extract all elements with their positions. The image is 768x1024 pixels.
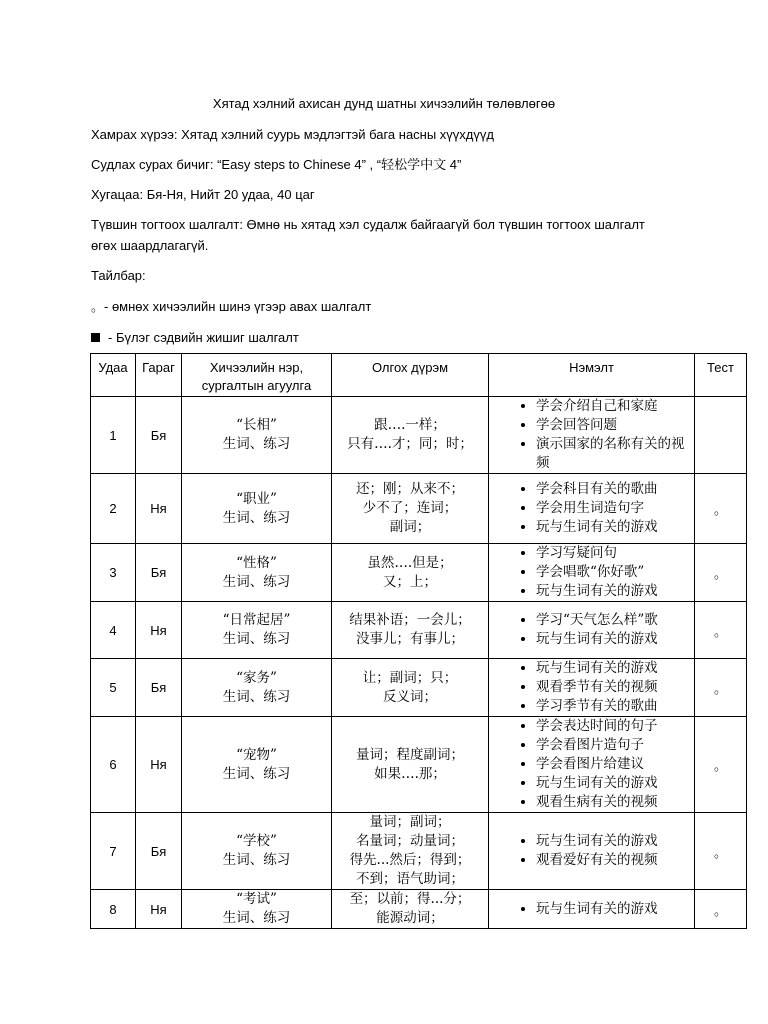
cell-note (489, 544, 695, 602)
lesson-line: “学校” (236, 833, 277, 849)
cell-test: 。 (695, 890, 747, 929)
cell-test: 。 (695, 717, 747, 813)
note-item: • 学习季节有关的歌曲 (536, 697, 694, 716)
cell-udaa: 8 (91, 890, 136, 929)
cell-udaa: 7 (91, 813, 136, 890)
cell-lesson (182, 813, 332, 890)
cell-rule (332, 813, 489, 890)
cell-lesson (182, 474, 332, 544)
cell-lesson (182, 717, 332, 813)
table-row (91, 474, 747, 544)
note-item: • 玩与生词有关的游戏 (536, 900, 694, 919)
placement-line-1: Түвшин тогтоох шалгалт: Өмнө нь хятад хэл судалж байгаагүй бол түвшин тогтоох шалгалт (91, 217, 645, 232)
rule-line: 副词； (389, 519, 431, 535)
lesson-line: 生词、练习 (222, 765, 291, 782)
cell-udaa: 1 (91, 397, 136, 474)
note-item: • 学习写疑问句 (536, 544, 694, 563)
rule-line: 名量词；动量词； (356, 833, 464, 849)
document-title: Хятад хэлний ахисан дунд шатны хичээлийн төлөвлөгөө (212, 96, 556, 111)
note-heading: Тайлбар: (91, 268, 146, 283)
note-item: • 学会唱歌“你好歌” (536, 563, 694, 582)
table-row (91, 544, 747, 602)
note-item: • 玩与生词有关的游戏 (536, 582, 694, 601)
note-item: • 学会表达时间的句子 (536, 717, 694, 736)
cell-test: 。 (695, 602, 747, 659)
note-item: • 玩与生词有关的游戏 (536, 832, 694, 851)
cell-test: 。 (695, 474, 747, 544)
note-list (489, 717, 694, 812)
lesson-line: 生词、练习 (222, 910, 291, 926)
placement-line-2: өгөх шаардлагагүй. (91, 238, 209, 253)
cell-test: 。 (695, 659, 747, 717)
note-item: • 玩与生词有关的游戏 (536, 518, 694, 537)
note-item: • 学会科目有关的歌曲 (536, 480, 694, 499)
legend-quiz: 。- өмнөх хичээлийн шинэ үгээр авах шалгалт (91, 299, 372, 314)
cell-test (695, 397, 747, 474)
note-list (489, 659, 694, 716)
cell-note (489, 890, 695, 929)
cell-garag: Бя (136, 397, 182, 474)
cell-udaa: 6 (91, 717, 136, 813)
note-item: • 学会用生词造句字 (536, 499, 694, 518)
cell-lesson (182, 397, 332, 474)
table-header-row (91, 354, 747, 397)
header-rule: Олгох дүрэм (332, 354, 489, 397)
rule-line: 结果补语；一会儿； (349, 612, 471, 628)
cell-garag: Ня (136, 602, 182, 659)
rule-line: 量词；程度副词； (356, 746, 464, 763)
note-list (489, 611, 694, 649)
rule-line: 让；副词；只； (362, 669, 458, 686)
table-row (91, 890, 747, 929)
cell-note (489, 474, 695, 544)
note-item: • 学会介绍自己和家庭 (536, 397, 694, 416)
cell-udaa: 5 (91, 659, 136, 717)
note-list (489, 397, 694, 473)
header-lesson-line-2: сургалтын агуулга (201, 378, 312, 393)
note-item: • 观看季节有关的视频 (536, 678, 694, 697)
rule-line: 只有….才；同；时； (347, 436, 473, 452)
cell-garag: Ня (136, 717, 182, 813)
rule-line: 还；刚；从来不； (356, 481, 464, 497)
lesson-line: “职业” (236, 490, 277, 507)
cell-udaa: 4 (91, 602, 136, 659)
cell-garag: Бя (136, 659, 182, 717)
table-row (91, 397, 747, 474)
cell-rule (332, 659, 489, 717)
table-row (91, 602, 747, 659)
rule-line: 反义词； (383, 688, 437, 705)
note-item: • 观看爱好有关的视频 (536, 851, 694, 870)
cell-rule (332, 544, 489, 602)
cell-udaa: 3 (91, 544, 136, 602)
note-list (489, 544, 694, 601)
cell-rule (332, 890, 489, 929)
cell-test: 。 (695, 544, 747, 602)
note-list (489, 480, 694, 537)
lesson-line: 生词、练习 (222, 573, 291, 590)
rule-line: 至；以前；得...分； (349, 891, 471, 907)
cell-rule (332, 602, 489, 659)
cell-lesson (182, 659, 332, 717)
cell-test: 。 (695, 813, 747, 890)
rule-line: 没事儿；有事儿； (356, 631, 464, 647)
note-item: • 玩与生词有关的游戏 (536, 774, 694, 793)
cell-lesson (182, 602, 332, 659)
audience-line: Хамрах хүрээ: Хятад хэлний суурь мэдлэгтэй бага насны хүүхдүүд (91, 127, 494, 142)
table-row (91, 717, 747, 813)
lesson-line: “日常起居” (222, 612, 291, 628)
header-lesson-line-1: Хичээлийн нэр, (209, 360, 304, 375)
header-test: Тест (695, 354, 747, 397)
note-list (489, 832, 694, 870)
note-item: • 学会看图片造句子 (536, 736, 694, 755)
cell-note (489, 602, 695, 659)
cell-garag: Ня (136, 890, 182, 929)
lesson-line: “宠物” (236, 746, 277, 763)
lesson-line: 生词、练习 (222, 631, 291, 647)
note-item: • 学会回答问题 (536, 416, 694, 435)
cell-note (489, 813, 695, 890)
cell-garag: Бя (136, 544, 182, 602)
lesson-line: 生词、练习 (222, 509, 291, 526)
lesson-line: 生词、练习 (222, 688, 291, 705)
table-row (91, 659, 747, 717)
lesson-plan-table (90, 353, 747, 929)
lesson-line: “性格” (236, 554, 277, 571)
rule-line: 虽然….但是； (367, 554, 453, 571)
rule-line: 如果….那； (374, 765, 446, 782)
textbook-line: Судлах сурах бичиг: “Easy steps to Chinese 4” , “轻松学中文 4” (91, 157, 462, 172)
black-square-icon (91, 333, 100, 342)
header-garag: Гараг (136, 354, 182, 397)
note-item: • 玩与生词有关的游戏 (536, 630, 694, 649)
rule-line: 不到；语气助词； (356, 871, 464, 887)
note-item: • 学会看图片给建议 (536, 755, 694, 774)
legend-unit-test-label: - Бүлэг сэдвийн жишиг шалгалт (108, 330, 299, 345)
cell-note (489, 397, 695, 474)
header-lesson (182, 354, 332, 397)
rule-line: 量词；副词； (369, 814, 451, 830)
lesson-line: “家务” (236, 669, 277, 686)
cell-lesson (182, 890, 332, 929)
note-item: • 观看生病有关的视频 (536, 793, 694, 812)
cell-note (489, 659, 695, 717)
cell-lesson (182, 544, 332, 602)
note-item: • 学习“天气怎么样”歌 (536, 611, 694, 630)
cell-udaa: 2 (91, 474, 136, 544)
note-item: • 演示国家的名称有关的视频 (536, 435, 694, 473)
rule-line: 得先...然后；得到； (349, 852, 471, 868)
lesson-line: “考试” (236, 891, 277, 907)
lesson-line: 生词、练习 (222, 852, 291, 868)
cell-rule (332, 397, 489, 474)
cell-note (489, 717, 695, 813)
rule-line: 能源动词； (376, 910, 444, 926)
rule-line: 又；上； (383, 573, 437, 590)
header-udaa: Удаа (91, 354, 136, 397)
rule-line: 跟….一样； (374, 417, 446, 433)
table-body (91, 397, 747, 929)
lesson-line: 生词、练习 (222, 436, 291, 452)
header-note: Нэмэлт (489, 354, 695, 397)
lesson-line: “长相” (236, 417, 277, 433)
note-item: • 玩与生词有关的游戏 (536, 659, 694, 678)
cell-garag: Бя (136, 813, 182, 890)
cell-garag: Ня (136, 474, 182, 544)
note-list (489, 900, 694, 919)
legend-unit-test (91, 328, 299, 348)
rule-line: 少不了；连词； (362, 500, 458, 516)
table-row (91, 813, 747, 890)
cell-rule (332, 717, 489, 813)
duration-line: Хугацаа: Бя-Ня, Нийт 20 удаа, 40 цаг (91, 187, 315, 202)
cell-rule (332, 474, 489, 544)
